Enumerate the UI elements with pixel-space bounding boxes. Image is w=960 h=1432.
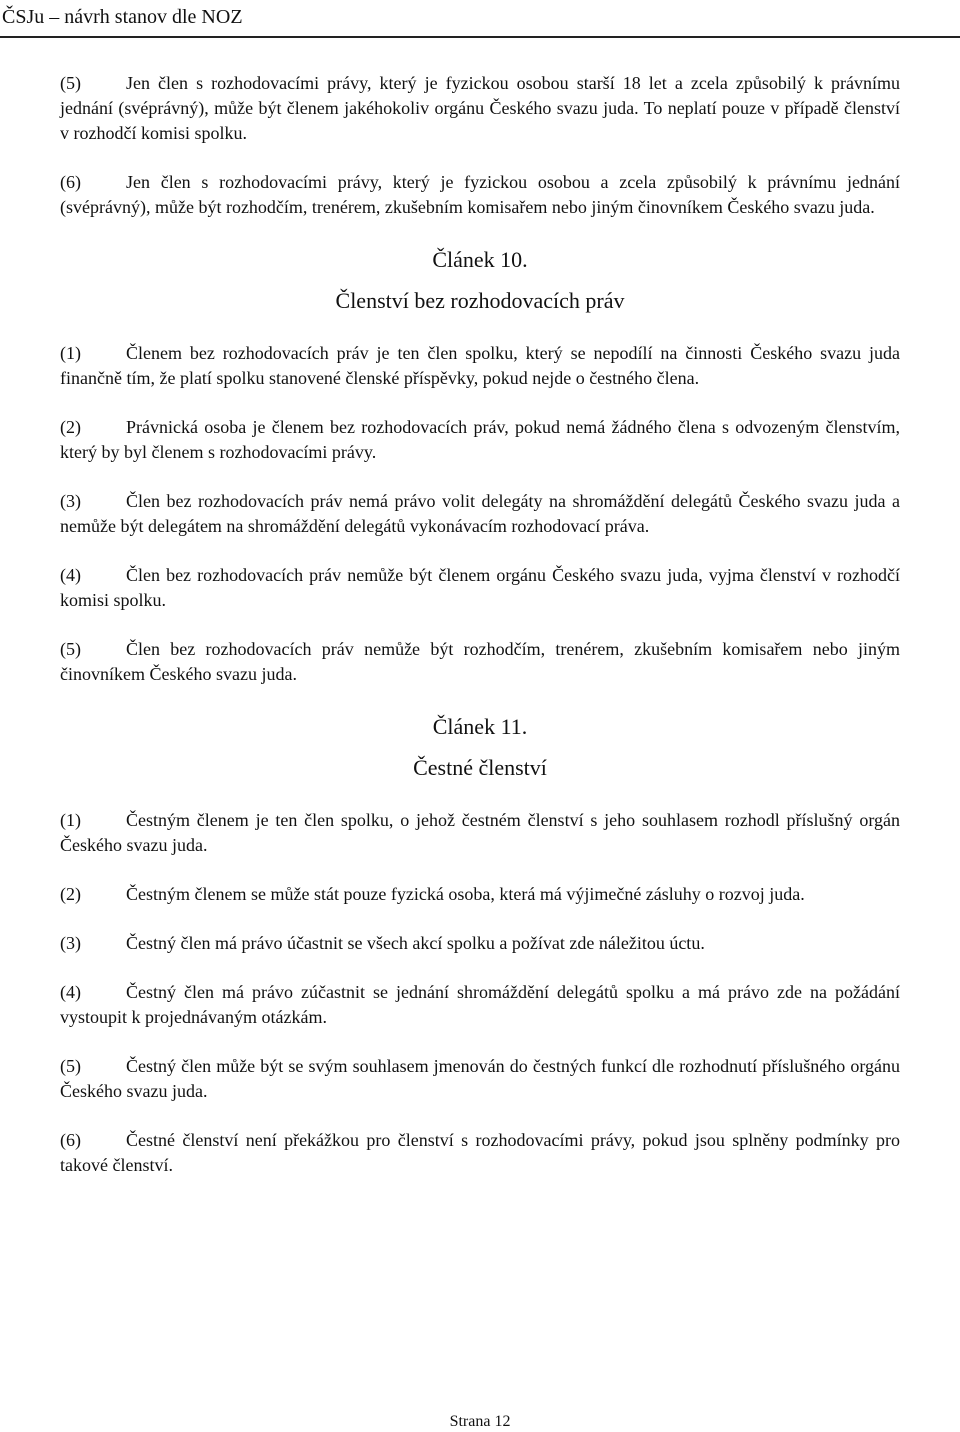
- paragraph: [60, 170, 900, 220]
- paragraph-number: (4): [60, 565, 81, 585]
- section-start: [60, 71, 900, 220]
- paragraph-number: (1): [60, 343, 81, 363]
- paragraph-text: Čestným členem je ten člen spolku, o jehož čestném členství s jeho souhlasem rozhodl příslušný orgán Českého svazu juda.: [60, 810, 900, 855]
- paragraph-number: (2): [60, 417, 81, 437]
- article-10-body: [60, 341, 900, 687]
- article-title: Čestné členství: [413, 755, 547, 780]
- paragraph-text: Člen bez rozhodovacích práv nemůže být rozhodčím, trenérem, zkušebním komisařem nebo jiným činovníkem Českého svazu juda.: [60, 639, 900, 684]
- paragraph-text: Právnická osoba je členem bez rozhodovacích práv, pokud nemá žádného člena s odvozeným členstvím, který by byl členem s rozhodovacími právy.: [60, 417, 900, 462]
- paragraph: [60, 808, 900, 858]
- article-number: Článek 11.: [432, 714, 528, 739]
- paragraph-text: Čestný člen má právo zúčastnit se jednání shromáždění delegátů spolku a má právo zde na požádání vystoupit k projednávaným otázkám.: [60, 982, 900, 1027]
- paragraph: [60, 931, 900, 956]
- paragraph-number: (5): [60, 639, 81, 659]
- paragraph: [60, 341, 900, 391]
- page-header: [0, 4, 960, 38]
- paragraph-text: Čestný člen má právo účastnit se všech akcí spolku a požívat zde náležitou úctu.: [126, 933, 705, 953]
- article-10-heading: [60, 246, 900, 315]
- paragraph: [60, 71, 900, 146]
- paragraph-number: (3): [60, 491, 81, 511]
- paragraph: [60, 637, 900, 687]
- paragraph: [60, 415, 900, 465]
- paragraph: [60, 563, 900, 613]
- document-body: [60, 71, 900, 1178]
- paragraph: [60, 1054, 900, 1104]
- article-number: Článek 10.: [432, 247, 528, 272]
- paragraph-number: (4): [60, 982, 81, 1002]
- paragraph-text: Jen člen s rozhodovacími právy, který je fyzickou osobou a zcela způsobilý k právnímu jednání (svéprávný), může být rozhodčím, trenérem, zkušebním komisařem nebo jiným činovníkem Českého svazu juda.: [60, 172, 900, 217]
- article-11-body: [60, 808, 900, 1178]
- paragraph-text: Člen bez rozhodovacích práv nemá právo volit delegáty na shromáždění delegátů Českého svazu juda a nemůže být delegátem na shromáždění delegátů vykonávacím rozhodovací práva.: [60, 491, 900, 536]
- paragraph-number: (5): [60, 73, 81, 93]
- paragraph-text: Jen člen s rozhodovacími právy, který je fyzickou osobou starší 18 let a zcela způsobilý k právnímu jednání (svéprávný), může být členem jakéhokoliv orgánu Českého svazu juda. To neplatí pouze v případě členství v rozhodčí komisi spolku.: [60, 73, 900, 143]
- paragraph-text: Čestný člen může být se svým souhlasem jmenován do čestných funkcí dle rozhodnutí příslušného orgánu Českého svazu juda.: [60, 1056, 900, 1101]
- paragraph: [60, 489, 900, 539]
- paragraph-number: (5): [60, 1056, 81, 1076]
- paragraph-text: Čestné členství není překážkou pro členství s rozhodovacími právy, pokud jsou splněny podmínky pro takové členství.: [60, 1130, 900, 1175]
- paragraph-number: (6): [60, 172, 81, 192]
- paragraph-text: Členem bez rozhodovacích práv je ten člen spolku, který se nepodílí na činnosti Českého svazu juda finančně tím, že platí spolku stanovené členské příspěvky, pokud nejde o čestného člena.: [60, 343, 900, 388]
- paragraph-number: (3): [60, 933, 81, 953]
- paragraph-number: (2): [60, 884, 81, 904]
- paragraph-text: Člen bez rozhodovacích práv nemůže být členem orgánu Českého svazu juda, vyjma členství v rozhodčí komisi spolku.: [60, 565, 900, 610]
- paragraph: [60, 882, 900, 907]
- document-title: ČSJu – návrh stanov dle NOZ: [2, 6, 243, 28]
- page-number: Strana 12: [449, 1413, 511, 1430]
- paragraph: [60, 980, 900, 1030]
- paragraph: [60, 1128, 900, 1178]
- paragraph-number: (6): [60, 1130, 81, 1150]
- article-title: Členství bez rozhodovacích práv: [335, 288, 625, 313]
- paragraph-number: (1): [60, 810, 81, 830]
- article-11-heading: [60, 713, 900, 782]
- paragraph-text: Čestným členem se může stát pouze fyzická osoba, která má výjimečné zásluhy o rozvoj juda.: [126, 884, 805, 904]
